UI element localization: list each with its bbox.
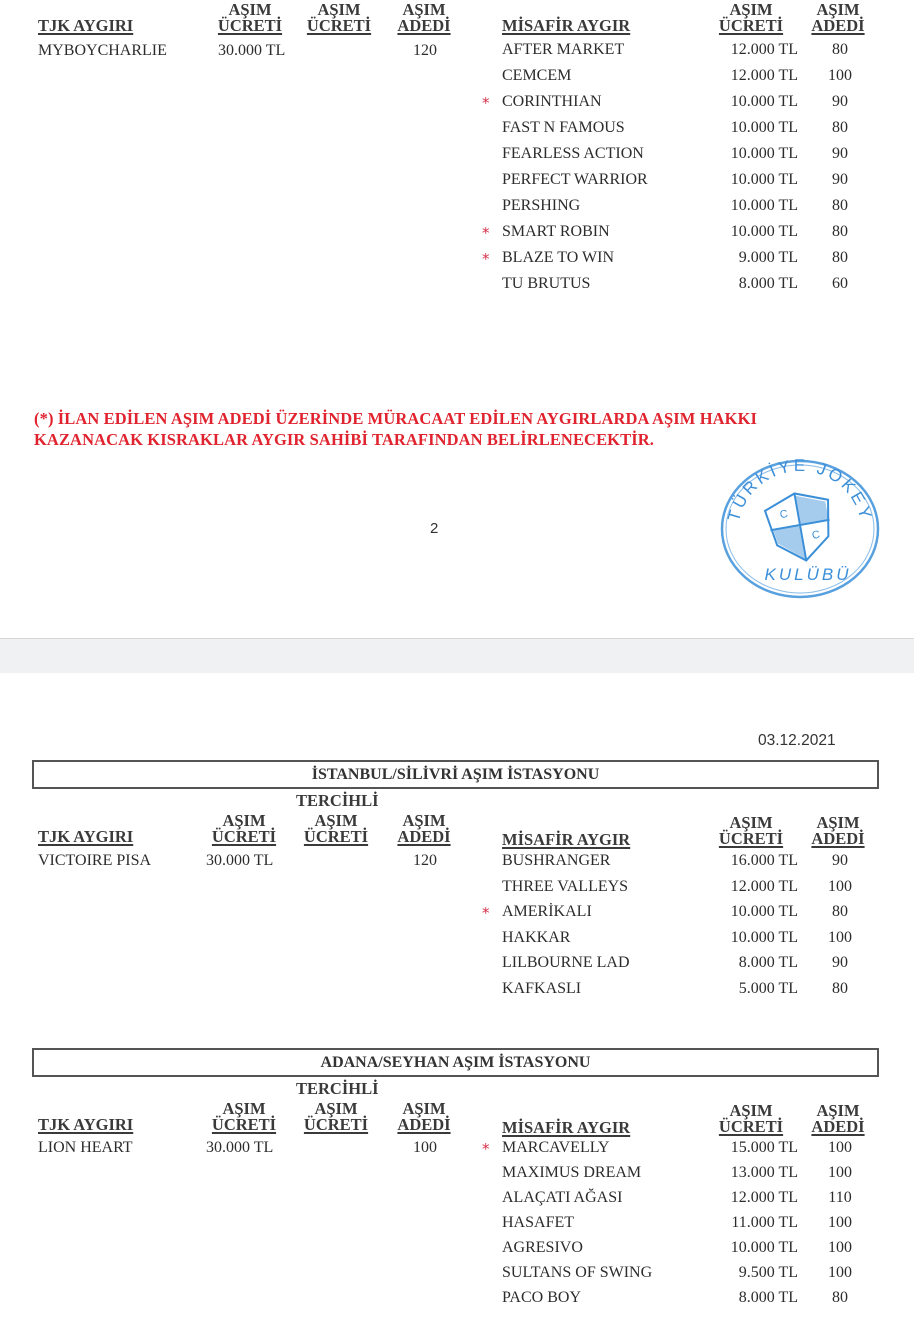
header-text: ÜCRETİ xyxy=(211,827,277,846)
guest-fee: 12.000 TL xyxy=(730,41,798,58)
header-text: MİSAFİR AYGIR xyxy=(502,16,631,35)
tjk-stallion-fee: 30.000 TL xyxy=(206,852,274,869)
station-title: İSTANBUL/SİLİVRİ AŞIM İSTASYONU xyxy=(311,766,600,783)
document-page-3 xyxy=(0,673,914,1325)
guest-count: 80 xyxy=(832,41,848,58)
guest-fee: 5.000 TL xyxy=(738,979,798,997)
guest-row xyxy=(480,247,880,273)
guest-fee: 10.000 TL xyxy=(730,119,798,136)
header-guest-stallion xyxy=(502,18,630,34)
guest-name: THREE VALLEYS xyxy=(502,877,629,895)
tjk-stallion-fee: 30.000 TL xyxy=(206,1139,274,1156)
header-tjk-stallion xyxy=(38,1117,133,1133)
header-guest-fee xyxy=(716,815,786,847)
guest-row xyxy=(480,1162,880,1187)
header-text: TJK AYGIRI xyxy=(38,1115,134,1134)
guest-fee: 10.000 TL xyxy=(730,93,798,110)
guest-count: 90 xyxy=(832,93,848,110)
notice-line: (*) İLAN EDİLEN AŞIM ADEDİ ÜZERİNDE MÜRACAAT EDİLEN AYGIRLARDA AŞIM HAKKI xyxy=(34,409,758,428)
guest-row xyxy=(480,117,880,143)
guest-count: 100 xyxy=(828,1214,852,1231)
guest-fee: 8.000 TL xyxy=(738,954,798,971)
header-guest-count xyxy=(808,2,868,34)
guest-name: TU BRUTUS xyxy=(502,275,591,292)
header-fee xyxy=(210,2,290,34)
guest-row xyxy=(480,273,880,299)
guest-count: 90 xyxy=(832,954,848,971)
guest-fee: 12.000 TL xyxy=(730,877,798,895)
guest-stallion-list xyxy=(480,850,880,1003)
guest-name: MARCAVELLY xyxy=(502,1139,610,1156)
header-text: ADEDİ xyxy=(397,827,451,846)
guest-fee: 10.000 TL xyxy=(730,223,798,240)
guest-name: PACO BOY xyxy=(502,1289,581,1306)
header-text: AŞIM xyxy=(314,811,358,830)
header-preferred-fee xyxy=(296,791,379,846)
guest-count: 100 xyxy=(828,1264,852,1281)
guest-count: 80 xyxy=(832,119,848,136)
header-text: ÜCRETİ xyxy=(303,827,369,846)
header-text: AŞIM xyxy=(222,1099,266,1118)
station-title-box xyxy=(32,1048,879,1077)
guest-count: 100 xyxy=(828,1239,852,1256)
notice-text xyxy=(34,408,757,450)
header-text: TERCİHLİ xyxy=(296,791,379,810)
guest-fee: 8.000 TL xyxy=(738,1289,798,1306)
page-separator xyxy=(0,638,914,674)
guest-count: 80 xyxy=(832,1289,848,1306)
header-text: MİSAFİR AYGIR xyxy=(502,1118,631,1137)
guest-row xyxy=(480,1212,880,1237)
guest-name: FAST N FAMOUS xyxy=(502,119,625,136)
guest-count: 80 xyxy=(832,979,848,997)
header-text: ÜCRETİ xyxy=(211,1115,277,1134)
guest-name: HAKKAR xyxy=(502,928,571,946)
header-text: AŞIM xyxy=(402,0,446,19)
document-date: 03.12.2021 xyxy=(758,732,836,749)
tjk-stallion-fee: 30.000 TL xyxy=(218,42,286,59)
guest-count: 100 xyxy=(828,1139,852,1156)
header-text: ÜCRETİ xyxy=(306,16,372,35)
guest-count: 80 xyxy=(832,903,848,920)
guest-row xyxy=(480,169,880,195)
header-text: ÜCRETİ xyxy=(718,16,784,35)
tjk-stallion-count: 120 xyxy=(413,852,437,869)
header-guest-stallion xyxy=(502,1120,630,1136)
header-tjk-stallion xyxy=(38,829,133,845)
guest-name: AMERİKALI xyxy=(502,903,592,920)
header-text: AŞIM xyxy=(317,0,361,19)
guest-row xyxy=(480,195,880,221)
guest-name: AFTER MARKET xyxy=(502,41,625,58)
header-text: AŞIM xyxy=(816,1101,860,1120)
svg-text:C: C xyxy=(778,508,789,522)
guest-count: 60 xyxy=(832,275,848,292)
notice-line: KAZANACAK KISRAKLAR AYGIR SAHİBİ TARAFINDAN BELİRLENECEKTİR. xyxy=(34,430,654,449)
guest-name: BUSHRANGER xyxy=(502,852,611,869)
header-guest-fee xyxy=(716,1103,786,1135)
asterisk-icon: * xyxy=(482,224,490,242)
guest-row xyxy=(480,1237,880,1262)
guest-count: 100 xyxy=(828,67,852,84)
header-text: AŞIM xyxy=(816,0,860,19)
asterisk-icon: * xyxy=(482,94,490,112)
asterisk-icon: * xyxy=(482,250,490,268)
header-guest-count xyxy=(808,1103,868,1135)
header-text: ADEDİ xyxy=(811,1117,865,1136)
guest-fee: 10.000 TL xyxy=(730,928,798,946)
header-text: ADEDİ xyxy=(811,16,865,35)
document-page-2 xyxy=(0,0,914,638)
guest-count: 110 xyxy=(828,1189,852,1206)
header-text: AŞIM xyxy=(816,813,860,832)
guest-row xyxy=(480,901,880,927)
jockey-club-stamp-icon xyxy=(716,455,884,601)
header-count xyxy=(394,813,454,845)
header-text: AŞIM xyxy=(222,811,266,830)
header-text: MİSAFİR AYGIR xyxy=(502,830,631,849)
header-guest-count xyxy=(808,815,868,847)
guest-row xyxy=(480,1187,880,1212)
guest-name: MAXIMUS DREAM xyxy=(502,1164,642,1181)
guest-fee: 10.000 TL xyxy=(730,1239,798,1256)
guest-name: HASAFET xyxy=(502,1214,575,1231)
station-title: ADANA/SEYHAN AŞIM İSTASYONU xyxy=(320,1054,591,1071)
guest-fee: 10.000 TL xyxy=(730,903,798,920)
guest-name: AGRESIVO xyxy=(502,1239,583,1256)
guest-fee: 12.000 TL xyxy=(730,1189,798,1206)
header-count xyxy=(394,1101,454,1133)
guest-stallion-list xyxy=(480,39,880,299)
header-tjk-stallion xyxy=(38,18,133,34)
guest-name: PERSHING xyxy=(502,197,581,214)
guest-row xyxy=(480,1287,880,1312)
header-text: ÜCRETİ xyxy=(303,1115,369,1134)
header-guest-fee xyxy=(716,2,786,34)
asterisk-icon: * xyxy=(482,904,490,922)
header-text: AŞIM xyxy=(729,1101,773,1120)
guest-fee: 10.000 TL xyxy=(730,145,798,162)
header-text: AŞIM xyxy=(729,813,773,832)
guest-fee: 12.000 TL xyxy=(730,67,798,84)
header-text: ADEDİ xyxy=(397,16,451,35)
station-title-box xyxy=(32,760,879,789)
tjk-stallion-name: VICTOIRE PISA xyxy=(38,852,152,869)
guest-stallion-list xyxy=(480,1137,880,1312)
guest-row xyxy=(480,65,880,91)
guest-name: CEMCEM xyxy=(502,67,572,84)
guest-fee: 15.000 TL xyxy=(730,1139,798,1156)
guest-name: FEARLESS ACTION xyxy=(502,145,644,162)
guest-name: KAFKASLI xyxy=(502,979,582,997)
guest-count: 90 xyxy=(832,145,848,162)
header-text: AŞIM xyxy=(314,1099,358,1118)
header-preferred-fee xyxy=(296,1079,379,1134)
guest-fee: 9.000 TL xyxy=(738,249,798,266)
page-number: 2 xyxy=(430,520,439,537)
guest-row xyxy=(480,1137,880,1162)
guest-row xyxy=(480,876,880,902)
guest-fee: 13.000 TL xyxy=(730,1164,798,1181)
guest-count: 90 xyxy=(832,852,848,869)
guest-row xyxy=(480,927,880,953)
header-text: TJK AYGIRI xyxy=(38,827,134,846)
header-text: ÜCRETİ xyxy=(718,829,784,848)
svg-text:C: C xyxy=(811,528,821,542)
guest-name: PERFECT WARRIOR xyxy=(502,171,648,188)
guest-row xyxy=(480,143,880,169)
guest-fee: 10.000 TL xyxy=(730,197,798,214)
guest-row xyxy=(480,221,880,247)
svg-text:TÜRKİYE JOKEY: TÜRKİYE JOKEY xyxy=(724,455,876,524)
header-text: ÜCRETİ xyxy=(217,16,283,35)
guest-name: SMART ROBIN xyxy=(502,223,610,240)
guest-name: SULTANS OF SWING xyxy=(502,1264,653,1281)
guest-row xyxy=(480,39,880,65)
tjk-stallion-name: MYBOYCHARLIE xyxy=(38,42,167,59)
guest-count: 100 xyxy=(828,928,852,946)
header-text: AŞIM xyxy=(729,0,773,19)
guest-count: 100 xyxy=(828,877,852,895)
guest-count: 100 xyxy=(828,1164,852,1181)
guest-name: ALAÇATI AĞASI xyxy=(502,1189,623,1206)
guest-fee: 9.500 TL xyxy=(738,1264,798,1281)
guest-fee: 10.000 TL xyxy=(730,171,798,188)
guest-count: 80 xyxy=(832,197,848,214)
asterisk-icon: * xyxy=(482,1140,490,1158)
header-text: TJK AYGIRI xyxy=(38,16,134,35)
guest-row xyxy=(480,850,880,876)
guest-row xyxy=(480,1262,880,1287)
guest-count: 80 xyxy=(832,249,848,266)
header-text: AŞIM xyxy=(402,811,446,830)
header-fee xyxy=(204,1101,284,1133)
header-text: TERCİHLİ xyxy=(296,1079,379,1098)
guest-row xyxy=(480,952,880,978)
header-text: ÜCRETİ xyxy=(718,1117,784,1136)
header-text: ADEDİ xyxy=(811,829,865,848)
tjk-stallion-count: 120 xyxy=(413,42,437,59)
header-preferred-fee xyxy=(302,2,376,34)
guest-name: BLAZE TO WIN xyxy=(502,249,614,266)
guest-count: 90 xyxy=(832,171,848,188)
guest-fee: 16.000 TL xyxy=(730,852,798,869)
guest-name: LILBOURNE LAD xyxy=(502,954,630,971)
guest-fee: 11.000 TL xyxy=(731,1214,798,1231)
tjk-stallion-count: 100 xyxy=(413,1139,437,1156)
svg-text:KULÜBÜ: KULÜBÜ xyxy=(764,565,852,584)
guest-row xyxy=(480,978,880,1004)
tjk-stallion-name: LION HEART xyxy=(38,1139,133,1156)
header-text: AŞIM xyxy=(228,0,272,19)
header-text: ADEDİ xyxy=(397,1115,451,1134)
guest-name: CORINTHIAN xyxy=(502,93,602,110)
guest-fee: 8.000 TL xyxy=(738,275,798,292)
header-fee xyxy=(204,813,284,845)
header-guest-stallion xyxy=(502,832,630,848)
header-count xyxy=(394,2,454,34)
guest-count: 80 xyxy=(832,223,848,240)
header-text: AŞIM xyxy=(402,1099,446,1118)
guest-row xyxy=(480,91,880,117)
